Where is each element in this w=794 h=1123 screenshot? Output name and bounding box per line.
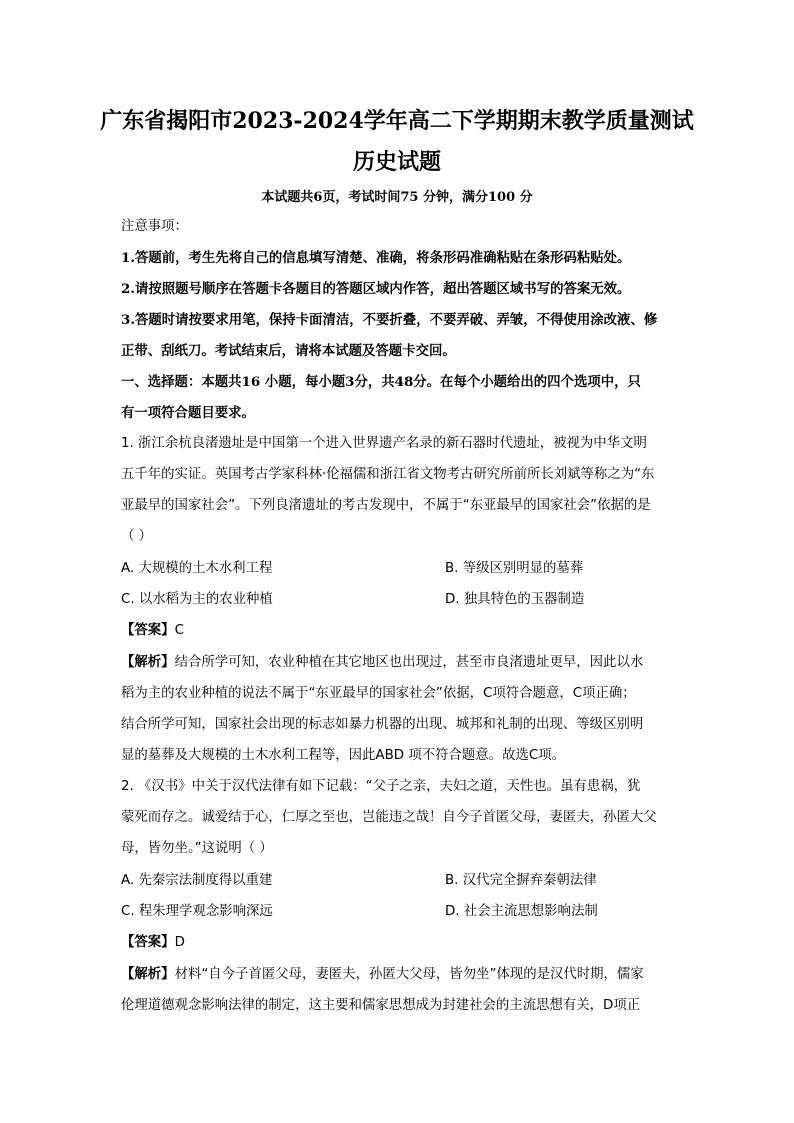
q2-answer-label: 【答案】 xyxy=(121,935,175,950)
q1-answer xyxy=(121,622,184,640)
q1-answer-label: 【答案】 xyxy=(121,623,175,638)
exam-subject-title: 历史试题 xyxy=(352,149,441,175)
q1-analysis xyxy=(121,654,643,672)
q2-stem-3: 母，皆勿坐。”这说明（ ） xyxy=(121,841,273,856)
exam-title: 广东省揭阳市2023-2024学年高二下学期期末教学质量测试 xyxy=(100,108,694,134)
q2-answer xyxy=(121,934,185,952)
q2-stem-2: 蒙死而存之。诚爱结于心，仁厚之至也，岂能违之哉！自今子首匿父母，妻匿夫，孙匿大父 xyxy=(121,810,657,825)
q1-stem-2: 五千年的实证。英国考古学家科林·伦福儒和浙江省文物考古研究所前所长刘斌等称之为“东 xyxy=(121,467,655,482)
q2-option-d: D. 社会主流思想影响法制 xyxy=(445,904,598,919)
q2-option-a: A. 先秦宗法制度得以重建 xyxy=(121,873,273,888)
q1-option-b: B. 等级区别明显的墓葬 xyxy=(445,561,584,576)
q1-analysis-text-4: 显的墓葬及大规模的土木水利工程等，因此ABD 项不符合题意。故选C项。 xyxy=(121,748,565,763)
q1-stem: 1. 浙江余杭良渚遗址是中国第一个进入世界遗产名录的新石器时代遗址，被视为中华文明 xyxy=(121,436,647,451)
notice-item-3: 3.答题时请按要求用笔，保持卡面清洁，不要折叠，不要弄破、弄皱，不得使用涂改液、修 xyxy=(121,312,658,328)
q1-analysis-text-1: 结合所学可知，农业种植在其它地区也出现过，甚至市良渚遗址更早，因此以水 xyxy=(174,655,644,670)
section-heading: 一、选择题：本题共16 小题，每小题3分，共48分。在每个小题给出的四个选项中，只 xyxy=(121,374,641,390)
q2-analysis-text-1: 材料“自今子首匿父母，妻匿夫，孙匿大父母，皆勿坐”体现的是汉代时期，儒家 xyxy=(174,967,644,982)
q2-option-b: B. 汉代完全摒弃秦朝法律 xyxy=(445,873,597,888)
notice-item-2: 2.请按照题号顺序在答题卡各题目的答题区域内作答，超出答题区域书写的答案无效。 xyxy=(121,281,631,297)
notice-item-1: 1.答题前，考生先将自己的信息填写清楚、准确，将条形码准确粘贴在条形码粘贴处。 xyxy=(121,250,631,266)
q2-analysis-label: 【解析】 xyxy=(121,967,175,982)
notice-item-3-cont: 正带、刮纸刀。考试结束后，请将本试题及答题卡交回。 xyxy=(121,343,456,359)
q1-answer-value: C xyxy=(174,623,184,638)
q2-answer-value: D xyxy=(174,935,185,950)
q1-analysis-label: 【解析】 xyxy=(121,655,175,670)
exam-info: 本试题共6页，考试时间75 分钟，满分100 分 xyxy=(261,190,533,205)
q2-stem: 2. 《汉书》中关于汉代法律有如下记载：“父子之亲，夫妇之道，天性也。虽有患祸，犹 xyxy=(121,779,641,794)
notice-heading: 注意事项： xyxy=(121,219,188,234)
q1-stem-3: 亚最早的国家社会”。下列良渚遗址的考古发现中，不属于“东亚最早的国家社会”依据的是 xyxy=(121,498,651,513)
q1-option-d: D. 独具特色的玉器制造 xyxy=(445,592,585,607)
q2-analysis xyxy=(121,966,644,984)
q1-analysis-text-2: 稻为主的农业种植的说法不属于“东亚最早的国家社会”依据，C项符合题意，C项正确； xyxy=(121,686,636,701)
q1-option-c: C. 以水稻为主的农业种植 xyxy=(121,592,273,607)
q2-option-c: C. 程朱理学观念影响深远 xyxy=(121,904,273,919)
q1-analysis-text-3: 结合所学可知，国家社会出现的标志如暴力机器的出现、城邦和礼制的出现、等级区别明 xyxy=(121,717,644,732)
q1-option-a: A. 大规模的土木水利工程 xyxy=(121,561,273,576)
section-heading-cont: 有一项符合题目要求。 xyxy=(121,405,255,421)
q1-stem-4: （ ） xyxy=(121,529,153,544)
q2-analysis-text-2: 伦理道德观念影响法律的制定，这主要和儒家思想成为封建社会的主流思想有关，D项正 xyxy=(121,998,641,1013)
